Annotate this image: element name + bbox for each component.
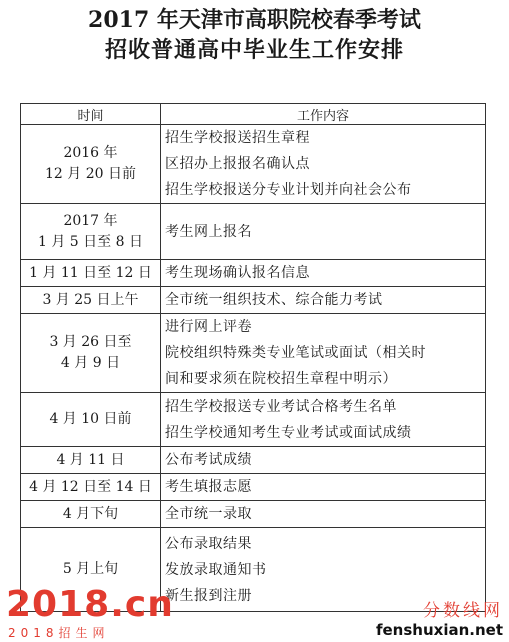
work-cell (161, 474, 486, 501)
work-line: 招生学校报送分专业计划并向社会公布 (165, 182, 412, 198)
work-line: 考生填报志愿 (165, 479, 252, 495)
watermark-fenshuxian (376, 596, 503, 639)
work-cell (161, 125, 486, 204)
work-cell (161, 314, 486, 393)
work-cell (161, 393, 486, 447)
table-header-row (21, 104, 486, 125)
table-row (21, 260, 486, 287)
work-line: 间和要求须在院校招生章程中明示） (165, 371, 397, 387)
time-line: 2017 年 (63, 212, 118, 229)
work-line: 招生学校报送招生章程 (165, 130, 310, 146)
time-cell (21, 125, 161, 204)
work-line: 新生报到注册 (165, 587, 252, 604)
time-cell (21, 474, 161, 501)
work-line: 进行网上评卷 (165, 319, 252, 335)
work-line: 全市统一录取 (165, 506, 252, 522)
time-line: 4 月下旬 (62, 505, 119, 522)
work-cell (161, 260, 486, 287)
work-line: 发放录取通知书 (165, 561, 267, 578)
schedule-table (20, 103, 486, 612)
time-line: 5 月上旬 (62, 561, 119, 577)
table-row (21, 204, 486, 260)
header-work: 工作内容 (161, 104, 486, 125)
work-cell (161, 501, 486, 528)
table-row (21, 125, 486, 204)
time-cell (21, 501, 161, 528)
header-time: 时间 (21, 104, 161, 125)
table-row (21, 314, 486, 393)
work-line: 区招办上报报名确认点 (165, 156, 310, 172)
time-line: 4 月 11 日 (56, 451, 125, 468)
watermark-logo-2018cn (0, 584, 174, 642)
time-cell (21, 314, 161, 393)
work-cell (161, 287, 486, 314)
work-line: 公布考试成绩 (165, 452, 252, 468)
time-cell (21, 393, 161, 447)
work-line: 招生学校报送专业考试合格考生名单 (165, 398, 397, 415)
work-line: 公布录取结果 (165, 535, 252, 552)
document-title-line2: 招收普通高中毕业生工作安排 (104, 37, 404, 63)
watermark-logo-text: 2018.cn (6, 584, 174, 625)
time-cell (21, 260, 161, 287)
work-line: 院校组织特殊类专业笔试或面试（相关时 (165, 345, 426, 361)
time-line: 12 月 20 日前 (45, 166, 136, 182)
time-line: 3 月 25 日上午 (42, 291, 139, 308)
time-cell (21, 447, 161, 474)
watermark-site-url: fenshuxian.net (375, 621, 503, 639)
table-row (21, 287, 486, 314)
time-line: 4 月 12 日至 14 日 (29, 478, 152, 495)
work-line: 全市统一组织技术、综合能力考试 (165, 292, 383, 308)
work-cell (161, 447, 486, 474)
time-line: 2016 年 (63, 145, 118, 161)
table-row (21, 447, 486, 474)
work-line: 考生网上报名 (165, 223, 252, 240)
table-row (21, 474, 486, 501)
watermark-logo-subtext: 2018招生网 (8, 626, 110, 640)
work-line: 招生学校通知考生专业考试或面试成绩 (165, 424, 412, 441)
watermark-site-name: 分数线网 (423, 601, 503, 621)
time-line: 4 月 9 日 (60, 355, 121, 371)
time-line: 3 月 26 日至 (49, 334, 132, 350)
time-line: 1 月 11 日至 12 日 (29, 264, 152, 281)
work-cell (161, 204, 486, 260)
time-cell (21, 287, 161, 314)
time-line: 4 月 10 日前 (49, 411, 132, 427)
table-row (21, 501, 486, 528)
time-cell (21, 204, 161, 260)
work-line: 考生现场确认报名信息 (165, 265, 310, 281)
document-title-line1: 2017 年天津市高职院校春季考试 (88, 7, 421, 33)
time-line: 1 月 5 日至 8 日 (38, 233, 143, 250)
table-row (21, 393, 486, 447)
